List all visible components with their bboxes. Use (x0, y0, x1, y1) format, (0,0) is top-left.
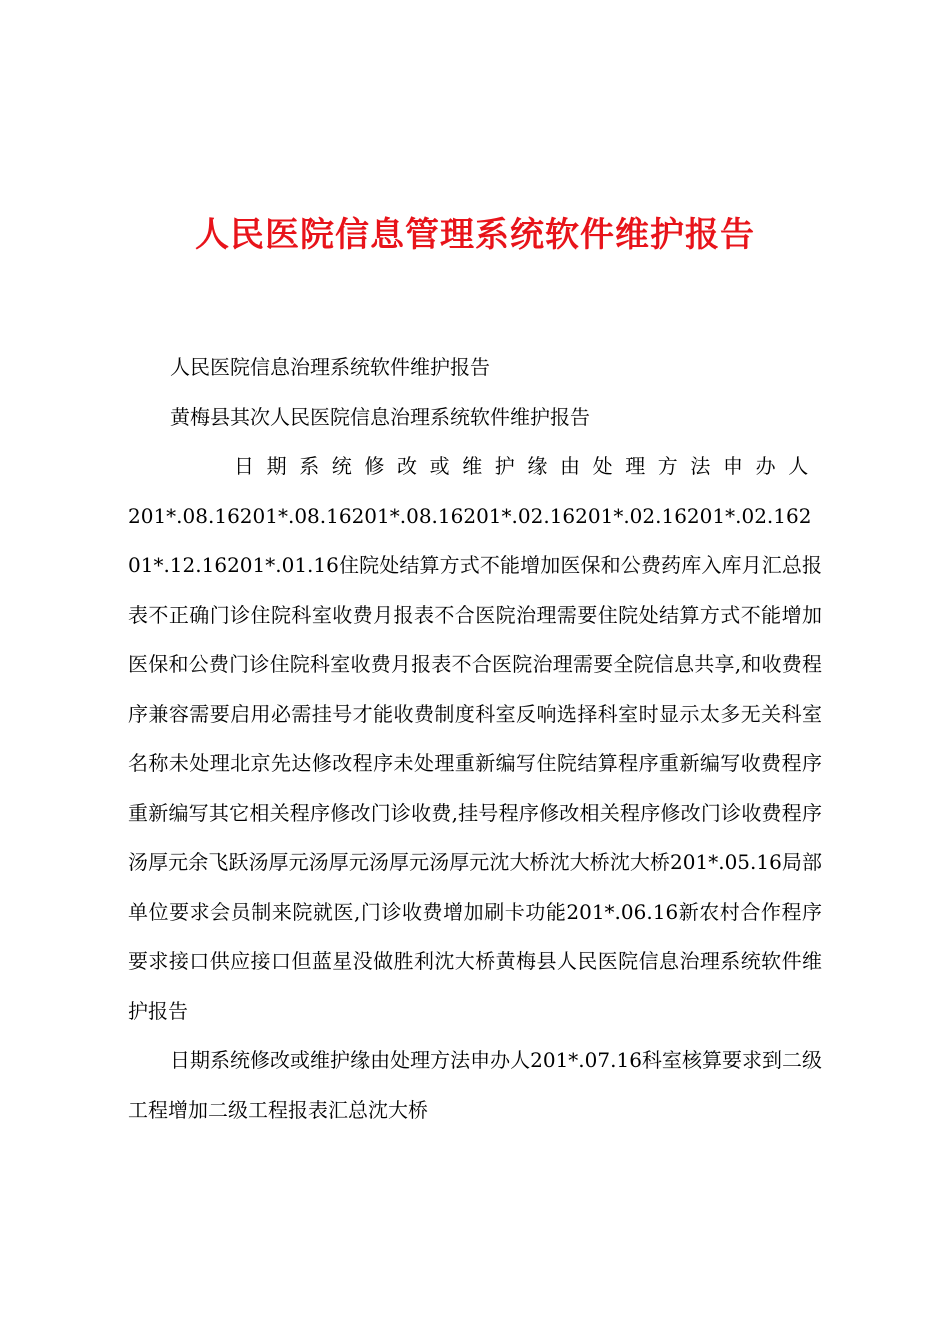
closing-paragraph: 日期系统修改或维护缘由处理方法申办人201*.07.16科室核算要求到二级工程增加二级工程报表汇总沈大桥 (128, 1048, 822, 1122)
subtitle-paragraph: 人民医院信息治理系统软件维护报告 (170, 355, 490, 379)
table-header-row: 日期系统修改或维护缘由处理方法申办人 (234, 454, 821, 478)
report-heading-paragraph: 黄梅县其次人民医院信息治理系统软件维护报告 (170, 404, 590, 429)
maintenance-log-paragraph: 201*.08.16201*.08.16201*.08.16201*.02.16201*.02.16201*.02.16201*.12.16201*.01.16住院处结算方式不能增加医保和公费药库入库月汇总报表不正确门诊住院科室收费月报表不合医院治理需要住院处结算方式不能增加医保和公费门诊住院科室收费月报表不合医院治理需要全院信息共享,和收费程序兼容需要启用必需挂号才能收费制度科室反响选择科室时显示太多无关科室名称未处理北京先达修改程序未处理重新编写住院结算程序重新编写收费程序重新编写其它相关程序修改门诊收费,挂号程序修改相关程序修改门诊收费程序汤厚元余飞跃汤厚元汤厚元汤厚元汤厚元沈大桥沈大桥沈大桥201*.05.16局部单位要求会员制来院就医,门诊收费增加刷卡功能201*.06.16新农村合作程序要求接口供应接口但蓝星没做胜利沈大桥黄梅县人民医院信息治理系统软件维护报告 (128, 503, 822, 1023)
document-body (128, 343, 822, 1135)
document-title: 人民医院信息管理系统软件维护报告 (195, 215, 755, 255)
